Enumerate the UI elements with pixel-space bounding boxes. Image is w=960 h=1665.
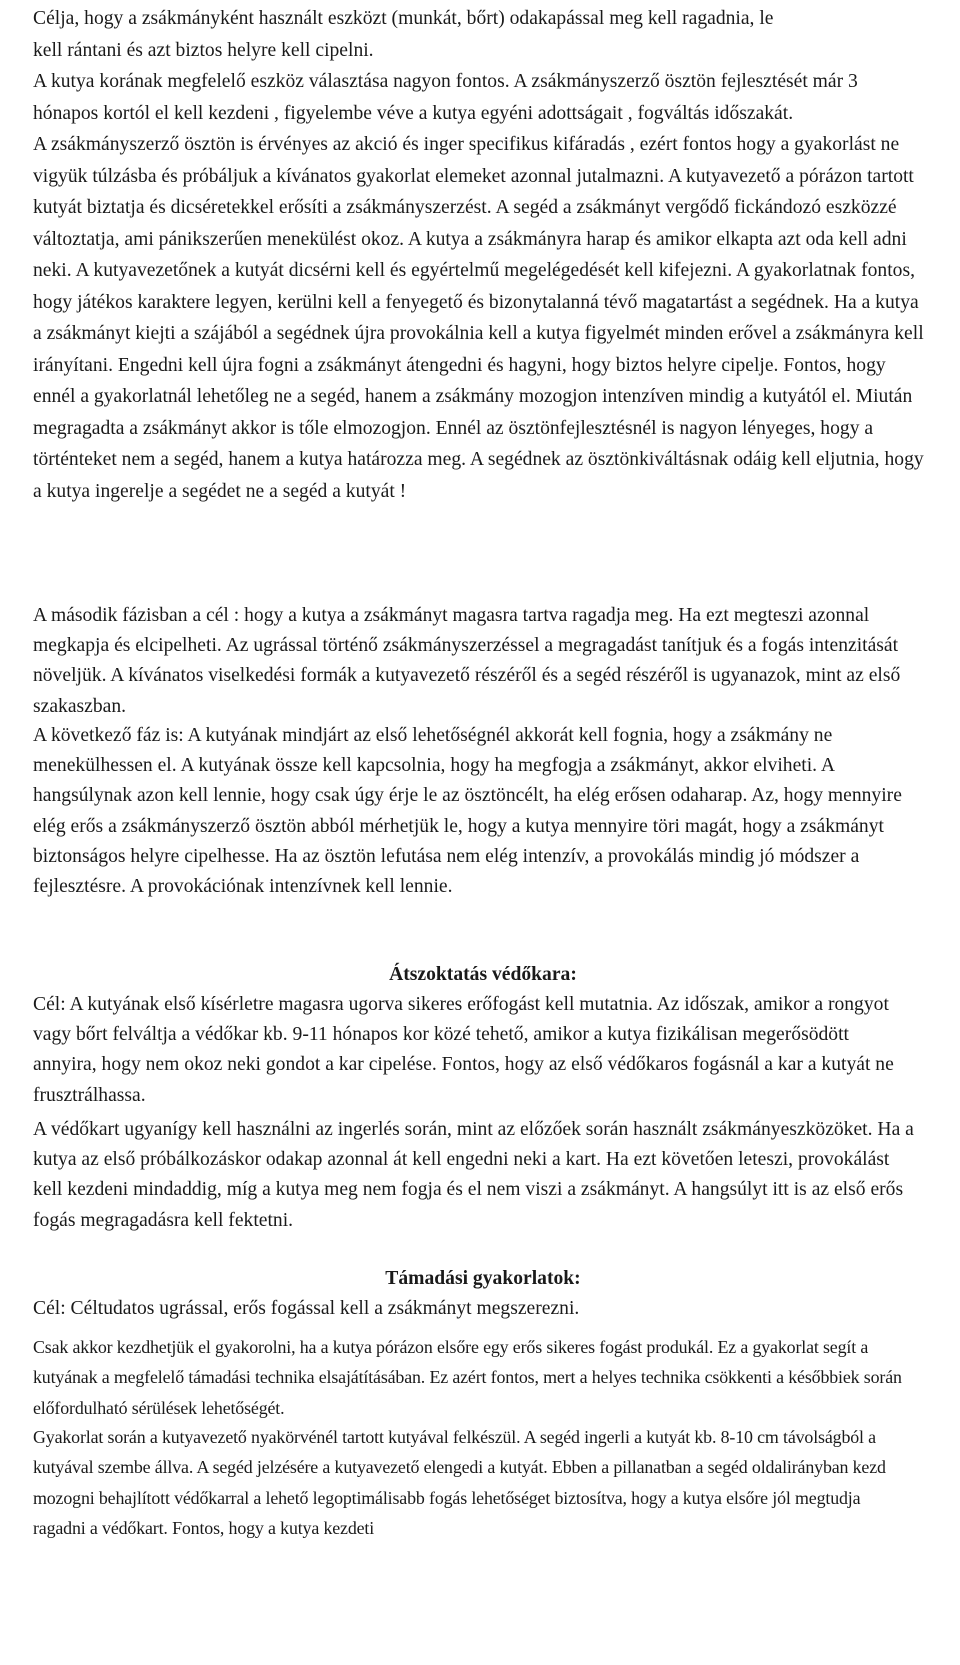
paragraph-tool-choice: A kutya korának megfelelő eszköz választása nagyon fontos. A zsákmányszerző ösztön fejlesztését már 3 hónapos kortól el kell kezdeni , figyelembe véve a kutya egyéni adottságait , fogváltás időszakát.: [33, 71, 858, 124]
paragraph-next-phase: A következő fáz is: A kutyának mindjárt az első lehetőségnél akkorát kell fognia, hogy a zsákmány ne menekülhessen el. A kutyának össze kell kapcsolnia, hogy ha megfogja a zsákmányt, akkor elviheti. A hangsúlynak azon kell lennie, hogy csak úgy érje le az ösztöncélt, ha elég erősen odaharap. Az, hogy mennyire elég erős a zsákmányszerző ösztön abból mérhetjük le, hogy a kutya mennyire töri magát, hogy a zsákmányt biztonságos helyre cipelhesse. Ha az ösztön lefutása nem elég intenzív, a provokálás mindig jó módszer a fejlesztésre. A provokációnak intenzívnek kell lennie.: [33, 725, 902, 898]
paragraph-goal: Célja, hogy a zsákmányként használt eszközt (munkát, bőrt) odakapással meg kell ragadnia, le kell rántani és azt biztos helyre kell cipelni.: [33, 8, 774, 61]
paragraph-second-phase: A második fázisban a cél : hogy a kutya a zsákmányt magasra tartva ragadja meg. Ha ezt megteszi azonnal megkapja és elcipelheti. Az ugrással történő zsákmányszerzéssel a megragadást tanítjuk és a fogás intenzitását növeljük. A kívánatos viselkedési formák a kutyavezető részéről és a segéd részéről is ugyanazok, mint az első szakaszban.: [33, 605, 901, 717]
heading-sleeve-transition: Átszoktatás védőkara:: [389, 964, 577, 985]
heading-attack-exercises: Támadási gyakorlatok:: [385, 1268, 581, 1289]
paragraph-sleeve-goal: Cél: A kutyának első kísérletre magasra ugorva sikeres erőfogást kell mutatnia. Az időszak, amikor a rongyot vagy bőrt felváltja a védőkar kb. 9-11 hónapos kor közé tehető, amikor a kutya fizikálisan megerősödött annyira, hogy nem okoz neki gondot a kar cipelése. Fontos, hogy az első védőkaros fogásnál a kar a kutyát ne frusztrálhassa.: [33, 994, 894, 1106]
paragraph-sleeve-use: A védőkart ugyanígy kell használni az ingerlés során, mint az előzőek során használt zsákmányeszközöket. Ha a kutya az első próbálkozáskor odakap azonnal át kell engedni neki a kart. Ha ezt követően leteszi, provokálást kell kezdeni mindaddig, míg a kutya meg nem fogja és el nem viszi a zsákmányt. A hangsúlyt itt is az első erős fogás megragadásra kell fektetni.: [33, 1119, 914, 1231]
paragraph-attack-intro: Csak akkor kezdhetjük el gyakorolni, ha a kutya pórázon elsőre egy erős sikeres fogást produkál. Ez a gyakorlat segít a kutyának a megfelelő támadási technika elsajátításában. Ez azért fontos, mert a helyes technika csökkenti a későbbiek során előfordulható sérülések lehetőségét.: [33, 1337, 902, 1418]
paragraph-attack-goal: Cél: Céltudatos ugrással, erős fogással kell a zsákmányt megszerezni.: [33, 1298, 580, 1319]
paragraph-attack-procedure: Gyakorlat során a kutyavezető nyakörvénél tartott kutyával felkészül. A segéd ingerli a kutyát kb. 8-10 cm távolságból a kutyával szembe állva. A segéd jelzésére a kutyavezető elengedi a kutyát. Ebben a pillanatban a segéd oldalirányban kezd mozogni behajlított védőkarral a lehető legoptimálisabb fogás lehetőséget biztosítva, hogy a kutya elsőre jól megtudja ragadni a védőkart. Fontos, hogy a kutya kezdeti: [33, 1427, 886, 1538]
paragraph-prey-drive: A zsákmányszerző ösztön is érvényes az akció és inger specifikus kifáradás , ezért fontos hogy a gyakorlást ne vigyük túlzásba és próbáljuk a kívánatos gyakorlat elemeket azonnal jutalmazni. A kutyavezető a pórázon tartott kutyát biztatja és dicséretekkel erősíti a zsákmányszerzést. A segéd a zsákmányt vergődő fickándozó eszközzé változtatja, ami pánikszerűen menekülést okoz. A kutya a zsákmányra harap és amikor elkapta azt oda kell adni neki. A kutyavezetőnek a kutyát dicsérni kell és egyértelmű megelégedését kell kifejezni. A gyakorlatnak fontos, hogy játékos karaktere legyen, kerülni kell a fenyegető és bizonytalanná tévő magatartást a segédnek. Ha a kutya a zsákmányt kiejti a szájából a segédnek újra provokálnia kell a kutya figyelmét minden erővel a zsákmányra kell irányítani. Engedni kell újra fogni a zsákmányt átengedni és hagyni, hogy biztos helyre cipelje. Fontos, hogy ennél a gyakorlatnál lehetőleg ne a segéd, hanem a zsákmány mozogjon intenzíven mindig a kutyától el. Miután megragadta a zsákmányt akkor is tőle elmozogjon. Ennél az ösztönfejlesztésnél is nagyon lényeges, hogy a történteket nem a segéd, hanem a kutya határozza meg. A segédnek az ösztönkiváltásnak odáig kell eljutnia, hogy a kutya ingerelje a segédet ne a segéd a kutyát !: [33, 134, 924, 502]
